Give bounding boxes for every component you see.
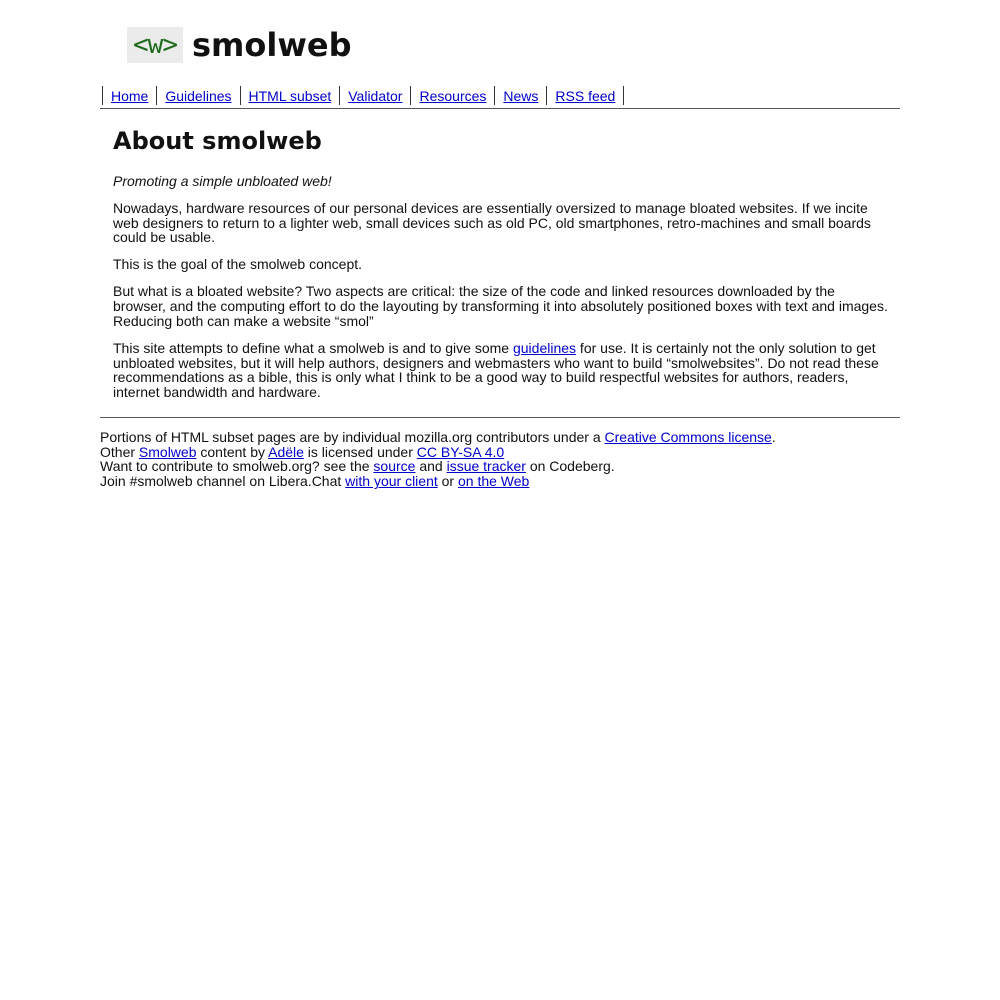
footer-license-text: Portions of HTML subset pages are by individual mozilla.org contributors under a — [100, 429, 605, 445]
nav-link-validator[interactable]: Validator — [348, 88, 403, 104]
smolweb-link[interactable]: Smolweb — [138, 443, 197, 460]
nav-item-html-subset — [240, 86, 340, 105]
footer-contribute-line — [100, 459, 900, 474]
tagline: Promoting a simple unbloated web! — [113, 173, 332, 189]
paragraph-goal: This is the goal of the smolweb concept. — [113, 256, 363, 273]
irc-web-link[interactable]: on the Web — [457, 473, 530, 490]
main-nav — [100, 86, 900, 109]
nav-list — [100, 86, 900, 105]
footer-license-end: . — [771, 429, 776, 445]
footer-contribute-text-1: Want to contribute to smolweb.org? see the — [100, 458, 374, 475]
nav-item-rss-feed — [546, 86, 624, 105]
logo-badge: <w> — [127, 27, 183, 63]
cc-by-sa-link[interactable]: CC BY-SA 4.0 — [416, 443, 505, 460]
page-title: About smolweb — [113, 127, 322, 155]
paragraph-intro: Nowadays, hardware resources of our personal devices are essentially oversized to manage bloated websites. If we incite web designers to return to a lighter web, small devices such as old PC, old smartphones, retro-machines and small boards could be usable. — [113, 200, 871, 246]
source-link[interactable]: source — [373, 458, 416, 475]
nav-link-home[interactable]: Home — [111, 88, 149, 104]
footer-contribute-text-3: on Codeberg. — [525, 458, 615, 475]
nav-link-resources[interactable]: Resources — [419, 88, 487, 104]
nav-item-resources — [410, 86, 494, 105]
author-link[interactable]: Adële — [268, 443, 304, 460]
nav-item-guidelines — [156, 86, 239, 105]
footer-contribute-text-2: and — [415, 458, 447, 475]
main-content — [113, 124, 888, 412]
paragraph-bloated: But what is a bloated website? Two aspects are critical: the size of the code and linked resources downloaded by the browser, and the computing effort to do the layouting by transforming it into absolutely positioned boxes with text and images. Reducing both can make a website “smol” — [113, 283, 888, 329]
footer-license-line — [100, 430, 900, 445]
guidelines-link[interactable]: guidelines — [512, 339, 577, 356]
footer-content-line — [100, 445, 900, 460]
nav-item-validator — [339, 86, 410, 105]
nav-link-rss-feed[interactable]: RSS feed — [555, 88, 616, 104]
paragraph-purpose-text-2: for use. It is certainly not the only solution to get unbloated websites, but it will help authors, designers and webmasters who want to build “smolwebsites”. Do not read these recommendations as a bible, this is only what I think to be a good way to build respectful websites for authors, readers, internet bandwidth and hardware. — [113, 339, 879, 400]
nav-link-news[interactable]: News — [503, 88, 539, 104]
nav-link-html-subset[interactable]: HTML subset — [248, 88, 332, 104]
nav-link-guidelines[interactable]: Guidelines — [165, 88, 232, 104]
footer — [100, 417, 900, 489]
paragraph-purpose-text-1: This site attempts to define what a smolweb is and to give some — [113, 339, 513, 356]
site-logo[interactable] — [127, 27, 352, 63]
nav-item-news — [494, 86, 546, 105]
irc-client-link[interactable]: with your client — [345, 473, 438, 490]
footer-content-text-1: Other — [100, 443, 139, 460]
paragraph-purpose — [113, 341, 888, 400]
footer-content-text-2: content by — [196, 443, 269, 460]
site-name: smolweb — [192, 26, 352, 64]
footer-irc-line — [100, 474, 900, 489]
footer-content-text-3: is licensed under — [303, 443, 417, 460]
issue-tracker-link[interactable]: issue tracker — [446, 458, 526, 475]
nav-item-home — [102, 86, 156, 105]
footer-irc-text-1: Join #smolweb channel on Libera.Chat — [100, 473, 346, 490]
footer-irc-text-2: or — [437, 473, 458, 490]
creative-commons-link[interactable]: Creative Commons license — [604, 429, 772, 445]
